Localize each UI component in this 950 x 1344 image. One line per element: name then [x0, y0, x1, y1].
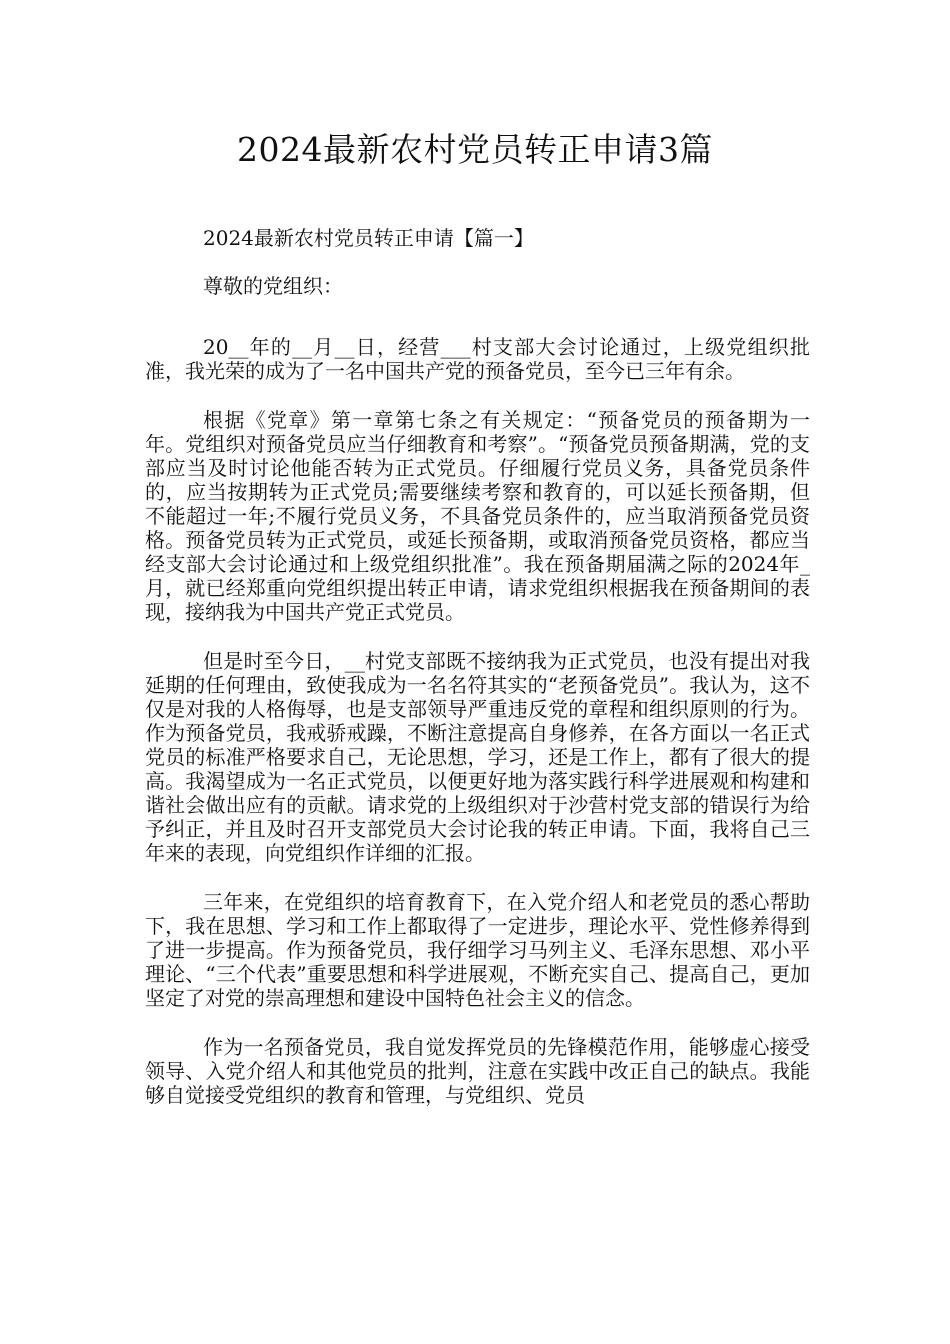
section-subtitle: 2024最新农村党员转正申请【篇一】 [203, 226, 534, 250]
paragraph-4: 三年来，在党组织的培育教育下，在入党介绍人和老党员的悉心帮助下，我在思想、学习和工作上都取得了一定进步，理论水平、党性修养得到了进一步提高。作为预备党员，我仔细学习马列主义、毛泽东思想、邓小平理论、“三个代表”重要思想和科学进展观，不断充实自己、提高自己，更加坚定了对党的崇高理想和建设中国特色社会主义的信念。 [145, 890, 810, 1010]
document-body [145, 226, 810, 1132]
salutation: 尊敬的党组织： [203, 274, 343, 298]
paragraph-2: 根据《党章》第一章第七条之有关规定：“预备党员的预备期为一年。党组织对预备党员应当仔细教育和考察”。“预备党员预备期满，党的支部应当及时讨论他能否转为正式党员。仔细履行党员义务，具备党员条件的，应当按期转为正式党员;需要继续考察和教育的，可以延长预备期，但不能超过一年;不履行党员义务，不具备党员条件的，应当取消预备党员资格。预备党员转为正式党员，或延长预备期，或取消预备党员资格，都应当经支部大会讨论通过和上级党组织批准”。我在预备期届满之际的2024年_月，就已经郑重向党组织提出转正申请，请求党组织根据我在预备期间的表现，接纳我为中国共产党正式党员。 [145, 408, 810, 624]
paragraph-3: 但是时至今日，__村党支部既不接纳我为正式党员，也没有提出对我延期的任何理由，致使我成为一名名符其实的“老预备党员”。我认为，这不仅是对我的人格侮辱，也是支部领导严重违反党的章程和组织原则的行为。作为预备党员，我戒骄戒躁，不断注意提高自身修养，在各方面以一名正式党员的标准严格要求自己，无论思想，学习，还是工作上，都有了很大的提高。我渴望成为一名正式党员，以便更好地为落实践行科学进展观和构建和谐社会做出应有的贡献。请求党的上级组织对于沙营村党支部的错误行为给予纠正，并且及时召开支部党员大会讨论我的转正申请。下面，我将自己三年来的表现，向党组织作详细的汇报。 [145, 649, 810, 865]
document-title: 2024最新农村党员转正申请3篇 [237, 130, 713, 169]
paragraph-1: 20__年的__月__日，经营___村支部大会讨论通过，上级党组织批准，我光荣的成为了一名中国共产党的预备党员，至今已三年有余。 [145, 335, 810, 383]
paragraph-5: 作为一名预备党员，我自觉发挥党员的先锋模范作用，能够虚心接受领导、入党介绍人和其他党员的批判，注意在实践中改正自己的缺点。我能够自觉接受党组织的教育和管理，与党组织、党员 [145, 1035, 810, 1107]
